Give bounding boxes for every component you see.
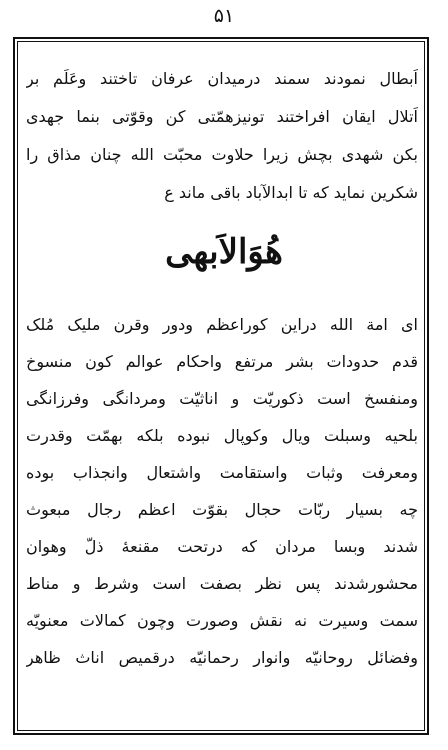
text-line: ای امة الله دراین کوراعظم ودور وقرن ملیک مُلک [26, 315, 418, 334]
opening-paragraph [26, 60, 418, 212]
text-line: محشورشدند پس نظر بصفت است وشرط و مناط [26, 574, 418, 593]
text-line: بکن شهدی بچش زیرا حلاوت محبّت الله چنان مذاق را [26, 145, 418, 164]
text-line: ومنفسخ است ذکوریّت و اناثیّت ومردانگی وفرزانگی [26, 389, 418, 408]
text-line: بلحیه وسبلت ویال وکوپال نبوده بلکه بهمّت وقدرت [26, 426, 418, 445]
tablet-body [26, 306, 418, 676]
text-line: وفضائل روحانیّه وانوار رحمانیّه درقمیص اناث ظاهر [26, 648, 418, 667]
page-number: ۵۱ [213, 5, 235, 27]
text-line: سمت وسیرت نه نقش وصورت وچون کمالات معنویّه [26, 611, 418, 630]
text-line: اَبطال نمودند سمند درمیدان عرفان تاختند وعَلَم بر [26, 69, 418, 88]
invocation-heading: هُوَالاَبهی [165, 232, 283, 272]
text-line: شکرین نماید که تا ابدالآباد باقی ماند ع [164, 183, 418, 202]
text-line: قدم حدودات بشر مرتفع واحکام عوالم کون منسوخ [26, 352, 418, 371]
text-line: اَتلال ایقان افراختند تونیزهمّتی کن وقوّتی بنما جهدی [26, 107, 418, 126]
text-line: چه بسیار ربّات حجال بقوّت اعظم رجال مبعوث [26, 500, 418, 519]
text-line: ومعرفت وثبات واستقامت واشتعال وانجذاب بوده [26, 463, 418, 482]
text-line: شدند وبسا مردان که درتحت مقنعهٔ ذلّ وهوان [26, 537, 418, 556]
